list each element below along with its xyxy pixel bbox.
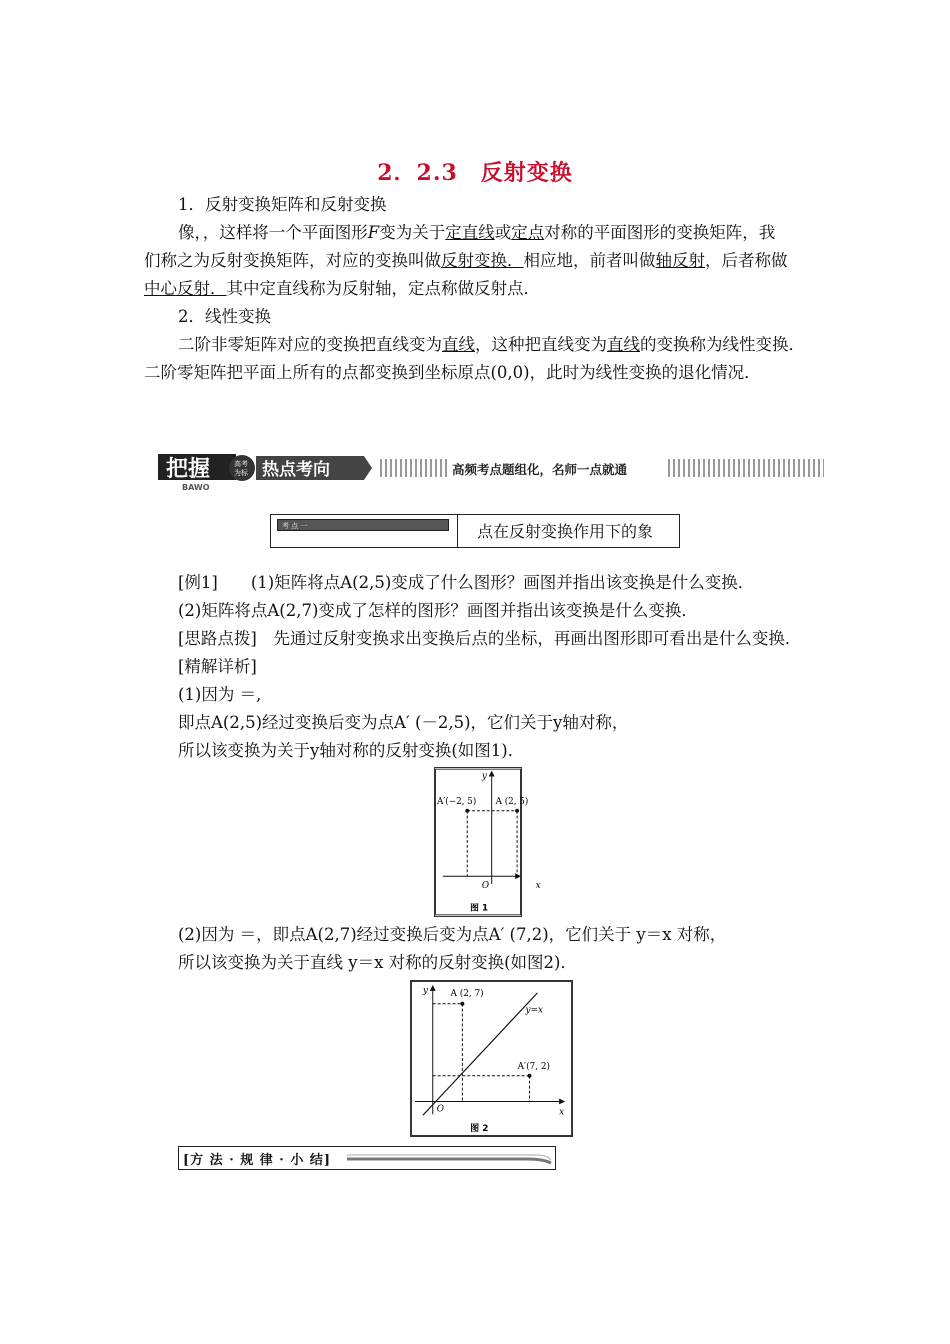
origin-label: O [481, 880, 490, 891]
y-label: y [481, 771, 487, 782]
figure-1-frame [435, 769, 520, 915]
figure-1 [434, 767, 541, 917]
point-a-label: A (2, 7) [450, 988, 484, 999]
banner-small2: 为标 [234, 469, 248, 477]
text-span: 对称的平面图形的变换矩阵，我 [544, 223, 776, 242]
figure-2 [410, 980, 573, 1137]
summary-header [178, 1146, 556, 1170]
figure-2-frame [412, 981, 572, 1135]
section1-line1 [178, 218, 775, 247]
text-span: 或 [494, 223, 512, 242]
origin-label: O [436, 1104, 444, 1115]
point-a-label: A (2, 5) [495, 796, 529, 807]
figure-1-caption: 图 1 [470, 903, 489, 914]
kaodian-title: 点在反射变换作用下的象 [477, 522, 654, 541]
underlined-term: 轴反射 [655, 251, 705, 270]
text-span: 变为关于 [379, 223, 446, 242]
section1-heading: 1．反射变换矩阵和反射变换 [178, 195, 387, 214]
section2-line1 [178, 330, 805, 359]
point-a-prime-label: A′(7, 2) [517, 1061, 550, 1072]
text-span: 相应地，前者叫做 [523, 251, 656, 270]
example-line4: [精解详析] [178, 657, 257, 676]
banner-right-text: 高频考点题组化，名师一点就通 [452, 462, 628, 477]
banner-mid-text: 热点考向 [262, 460, 330, 480]
section1-line3 [144, 274, 540, 303]
section2-line2: 二阶零矩阵把平面上所有的点都变换到坐标原点(0,0)，此时为线性变换的退化情况． [144, 363, 761, 382]
banner-big-text: 把握 [166, 457, 211, 482]
text-span: 像，，这样将一个平面图形 [178, 223, 368, 242]
banner-small1: 高考 [234, 460, 248, 468]
text-span: F [367, 223, 380, 242]
x-label: x [535, 880, 541, 891]
point-a-prime-label: A′(−2, 5) [436, 796, 477, 807]
example-line3: [思路点拨] 先通过反射变换求出变换后点的坐标，再画出图形即可看出是什么变换． [178, 629, 802, 648]
underlined-term: 直线 [607, 335, 640, 354]
point-a [460, 1002, 464, 1006]
point-a-prime [528, 1074, 532, 1078]
example-line6: 即点A(2,5)经过变换后变为点A′ (－2,5)，它们关于y轴对称， [178, 713, 629, 732]
page-title: 2．2.3 反射变换 [377, 160, 573, 186]
summary-label: [方 法 · 规 律 · 小 结] [183, 1153, 332, 1168]
line-label: y=x [525, 1005, 544, 1016]
text-span: 二阶非零矩阵对应的变换把直线变为 [178, 335, 442, 354]
figure-2-caption: 图 2 [470, 1124, 489, 1135]
kaodian-tag: 考 点 一 [277, 519, 449, 531]
example-line9: 所以该变换为关于直线 y＝x 对称的反射变换(如图2)． [178, 953, 577, 972]
text-span: ，后者称做 [705, 251, 788, 270]
text-span: ，这种把直线变为 [475, 335, 607, 354]
text-span: 其中定直线称为反射轴，定点称做反射点． [226, 279, 540, 298]
underlined-term: 直线 [442, 335, 475, 354]
example-line8: (2)因为 ＝，即点A(2,7)经过变换后变为点A′ (7,2)，它们关于 y＝x 对称， [178, 925, 727, 944]
summary-swoosh-icon [347, 1152, 553, 1164]
banner-circle-icon [229, 455, 255, 481]
section-banner [158, 448, 824, 492]
section2-heading: 2．线性变换 [178, 307, 271, 326]
x-label: x [559, 1107, 565, 1118]
point-a [515, 809, 519, 813]
text-span: 的变换称为线性变换． [640, 335, 805, 354]
underlined-term: 定点 [511, 223, 545, 242]
kaodian-left-cell [271, 515, 458, 547]
example-line2: (2)矩阵将点A(2,7)变成了怎样的图形？画图并指出该变换是什么变换． [178, 601, 698, 620]
text-span: 们称之为反射变换矩阵，对应的变换叫做 [144, 251, 441, 270]
banner-pinyin: BAWO [182, 483, 210, 492]
underlined-term: 定直线 [445, 223, 495, 242]
example-line5: (1)因为 ＝, [178, 685, 262, 704]
example-line1: [例1] (1)矩阵将点A(2,5)变成了什么图形？画图并指出该变换是什么变换． [178, 573, 755, 592]
point-a-prime [465, 809, 469, 813]
kaodian-box [270, 514, 680, 548]
example-line7: 所以该变换为关于y轴对称的反射变换(如图1)． [178, 741, 525, 760]
y-label: y [422, 985, 428, 996]
underlined-term: 反射变换． [441, 251, 524, 270]
section1-line2 [144, 246, 788, 275]
underlined-term: 中心反射． [144, 279, 227, 298]
